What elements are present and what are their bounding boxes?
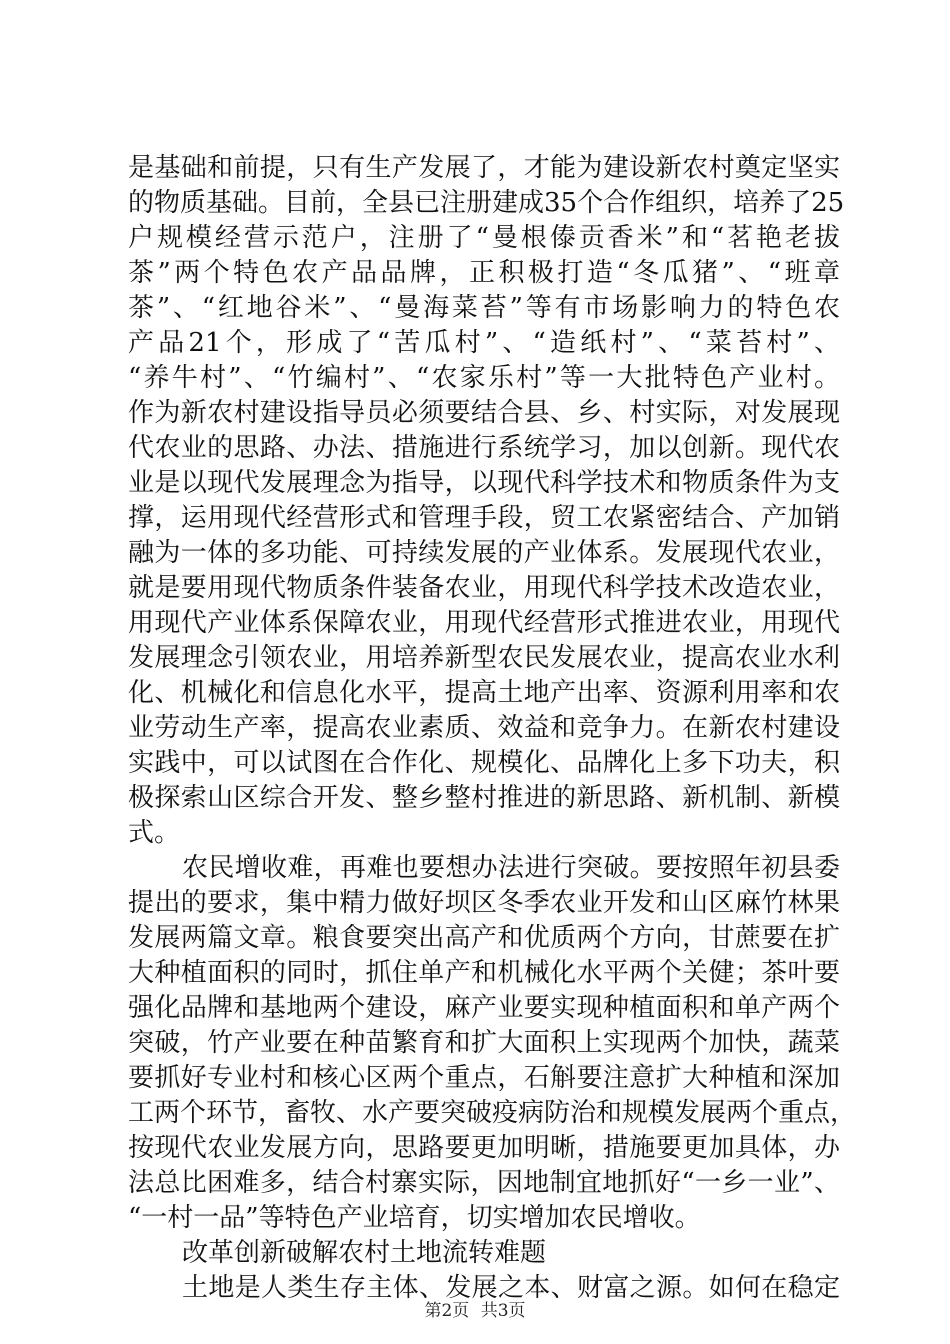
text-line: 融为一体的多功能、可持续发展的产业体系。发展现代农业， [128,538,840,568]
text-line: 工两个环节，畜牧、水产要突破疫病防治和规模发展两个重点， [128,1098,857,1128]
text-line: 茶”、“红地谷米”、“曼海菜苔”等有市场影响力的特色农 [128,293,840,323]
text-line: 发展两篇文章。粮食要突出高产和优质两个方向，甘蔗要在扩 [128,923,840,953]
page-number: 第2页 [424,1301,470,1321]
text-line: 作为新农村建设指导员必须要结合县、乡、村实际，对发展现 [128,398,840,428]
text-line: 改革创新破解农村土地流转难题 [182,1238,547,1268]
page-footer [0,1300,950,1322]
text-line: 产品21个，形成了“苦瓜村”、“造纸村”、“菜苔村”、 [128,328,840,358]
text-line: 代农业的思路、办法、措施进行系统学习，加以创新。现代农 [128,433,840,463]
text-line: 撑，运用现代经营形式和管理手段，贸工农紧密结合、产加销 [128,503,840,533]
body-text [128,151,857,1306]
text-line: 极探索山区综合开发、整乡整村推进的新思路、新机制、新模 [128,783,840,813]
text-line: 是基础和前提，只有生产发展了，才能为建设新农村奠定坚实 [128,153,840,183]
text-line: 突破，竹产业要在种苗繁育和扩大面积上实现两个加快，蔬菜 [128,1028,840,1058]
text-line: 农民增收难，再难也要想办法进行突破。要按照年初县委 [182,853,840,883]
text-line: 业是以现代发展理念为指导，以现代科学技术和物质条件为支 [128,468,840,498]
text-line: 用现代产业体系保障农业，用现代经营形式推进农业，用现代 [128,608,840,638]
text-line: 实践中，可以试图在合作化、规模化、品牌化上多下功夫，积 [128,748,840,778]
text-line: 化、机械化和信息化水平，提高土地产出率、资源利用率和农 [128,678,840,708]
page-total: 共3页 [480,1301,526,1321]
text-line: 户规模经营示范户，注册了“曼根傣贡香米”和“茗艳老拔 [128,223,840,253]
text-line: 大种植面积的同时，抓住单产和机械化水平两个关健；茶叶要 [128,958,840,988]
text-line: 土地是人类生存主体、发展之本、财富之源。如何在稳定 [182,1273,840,1303]
text-line: 法总比困难多，结合村寨实际，因地制宜地抓好“一乡一业”、 [128,1168,840,1198]
text-line: 发展理念引领农业，用培养新型农民发展农业，提高农业水利 [128,643,840,673]
text-line: 就是要用现代物质条件装备农业，用现代科学技术改造农业， [128,573,840,603]
text-line: 的物质基础。目前，全县已注册建成35个合作组织，培养了25 [128,188,845,218]
text-line: 按现代农业发展方向，思路要更加明晰，措施要更加具体，办 [128,1133,840,1163]
text-line: 式。 [128,818,181,848]
text-line: 强化品牌和基地两个建设，麻产业要实现种植面积和单产两个 [128,993,840,1023]
text-line: 提出的要求，集中精力做好坝区冬季农业开发和山区麻竹林果 [128,888,840,918]
text-line: 要抓好专业村和核心区两个重点，石斛要注意扩大种植和深加 [128,1063,840,1093]
text-line: “一村一品”等特色产业培育，切实增加农民增收。 [128,1203,701,1233]
text-line: 茶”两个特色农产品品牌，正积极打造“冬瓜猪”、“班章 [128,258,840,288]
text-line: 业劳动生产率，提高农业素质、效益和竞争力。在新农村建设 [128,713,840,743]
text-line: “养牛村”、“竹编村”、“农家乐村”等一大批特色产业村。 [128,363,840,393]
